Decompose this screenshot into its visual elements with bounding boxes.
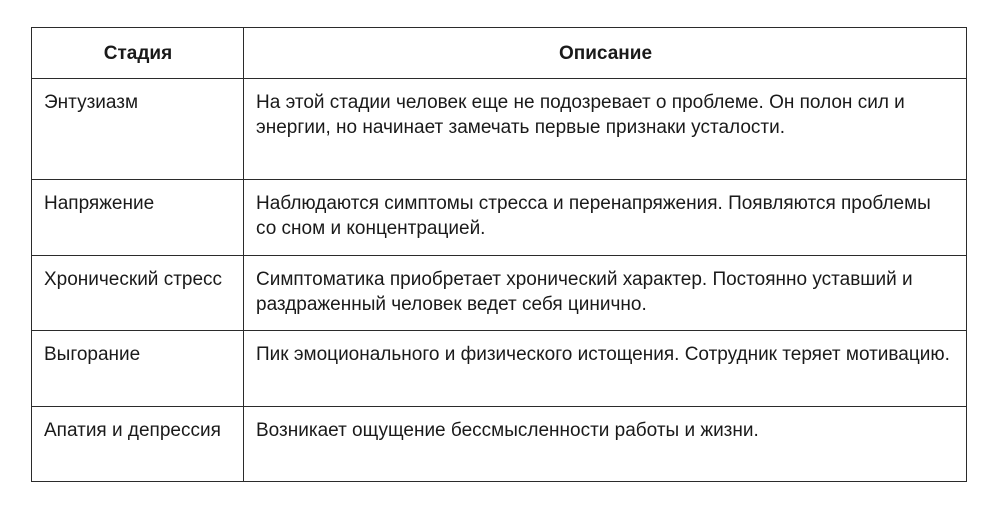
stage-cell (32, 407, 244, 482)
stage-name: Энтузиазм (44, 92, 139, 113)
stage-description: Симптоматика приобретает хронический характер. Постоянно уставший и раздраженный человек ведет себя цинично. (256, 269, 913, 315)
table-row (32, 256, 967, 331)
column-header-description: Описание (244, 28, 967, 79)
description-cell (244, 331, 967, 407)
stage-cell (32, 180, 244, 256)
stage-description: На этой стадии человек еще не подозревает о проблеме. Он полон сил и энергии, но начинает замечать первые признаки усталости. (256, 92, 905, 138)
stage-name: Апатия и депрессия (44, 420, 221, 441)
description-cell (244, 407, 967, 482)
table-row (32, 79, 967, 180)
stage-cell (32, 256, 244, 331)
stage-name: Напряжение (44, 193, 155, 214)
table-header-row (32, 28, 967, 79)
stage-name: Выгорание (44, 344, 141, 365)
burnout-stages-table (31, 27, 967, 482)
description-cell (244, 79, 967, 180)
stage-cell (32, 79, 244, 180)
stage-description: Наблюдаются симптомы стресса и перенапряжения. Появляются проблемы со сном и концентрацией. (256, 193, 931, 239)
column-header-stage: Стадия (32, 28, 244, 79)
table-row (32, 407, 967, 482)
description-cell (244, 180, 967, 256)
stage-description: Пик эмоционального и физического истощения. Сотрудник теряет мотивацию. (256, 344, 950, 365)
description-cell (244, 256, 967, 331)
stage-description: Возникает ощущение бессмысленности работы и жизни. (256, 420, 759, 441)
stage-cell (32, 331, 244, 407)
table-row (32, 180, 967, 256)
table-row (32, 331, 967, 407)
stage-name: Хронический стресс (44, 269, 223, 290)
